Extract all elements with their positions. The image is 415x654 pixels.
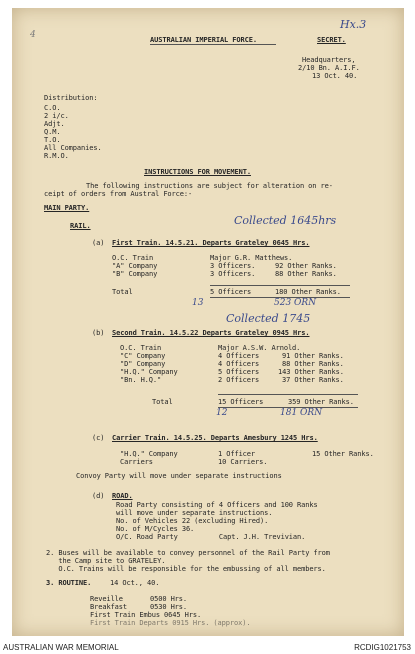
carrier-train-officers: 1 Officer [218, 450, 256, 458]
main-party-heading: MAIN PARTY. [44, 204, 90, 212]
distribution-item: Adjt. [44, 120, 65, 128]
second-train-hand-other: 181 ORN [280, 408, 323, 418]
second-train-other-ranks: 143 Other Ranks. [278, 368, 344, 376]
rail-heading: RAIL. [70, 222, 91, 230]
first-train-unit: "B" Company [112, 270, 158, 278]
distribution-item: All Companies. [44, 144, 102, 152]
second-train-total-label: Total [152, 398, 173, 406]
carrier-train-other: 15 Other Ranks. [312, 450, 374, 458]
second-train-total-other: 359 Other Ranks. [288, 398, 354, 406]
first-train-other-ranks: 92 Other Ranks. [275, 262, 337, 270]
road-line: will move under separate instructions. [116, 509, 273, 517]
routine-time: 0530 Hrs. [150, 603, 188, 611]
road-line: O/C. Road Party Capt. J.H. Trevivian. [116, 533, 306, 541]
second-train-officers: Major A.S.W. Arnold. [218, 344, 301, 352]
road-heading: ROAD. [112, 492, 133, 500]
road-line: No. of M/Cycles 36. [116, 525, 195, 533]
second-train-officers: 4 Officers [218, 352, 260, 360]
routine-item: First Train Departs 0915 Hrs. (approx). [90, 619, 251, 627]
second-train-other-ranks: 88 Other Ranks. [282, 360, 344, 368]
routine-time: 0500 Hrs. [150, 595, 188, 603]
file-annotation: Hx.3 [340, 18, 367, 31]
hq-date: 13 Oct. 40. [312, 72, 358, 80]
second-train-officers: 5 Officers [218, 368, 260, 376]
distribution-item: Q.M. [44, 128, 61, 136]
road-line: No. of Vehicles 22 (excluding Hired). [116, 517, 269, 525]
distribution-item: C.O. [44, 104, 61, 112]
buses-line-1: 2. Buses will be available to convey personnel of the Rail Party from [46, 549, 330, 557]
second-train-annotation: Collected 1745 [226, 312, 311, 325]
carrier-train-unit: "H.Q." Company [120, 450, 178, 458]
carrier-train-title: Carrier Train. 14.5.25. Departs Amesbury 1245 Hrs. [112, 434, 318, 442]
second-train-label: (b) [92, 329, 105, 337]
instructions-heading: INSTRUCTIONS FOR MOVEMENT. [144, 168, 251, 176]
first-train-unit: O.C. Train [112, 254, 154, 262]
first-train-label: (a) [92, 239, 105, 247]
first-train-total-officers: 5 Officers [210, 288, 252, 296]
buses-line-3: O.C. Trains will be responsible for the embussing of all members. [46, 565, 326, 573]
second-train-total-officers: 15 Officers [218, 398, 264, 406]
carrier-train-unit: Carriers [120, 458, 153, 466]
second-train-unit: "C" Company [120, 352, 166, 360]
buses-line-2: the Camp site to GRATELEY. [46, 557, 166, 565]
first-train-officers: 3 Officers. [210, 270, 256, 278]
second-train-other-ranks: 91 Other Ranks. [282, 352, 344, 360]
intro-line-2: ceipt of orders from Austral Force:- [44, 190, 193, 198]
distribution-item: T.O. [44, 136, 61, 144]
first-train-total-rule [210, 285, 350, 286]
first-train-officers: 3 Officers. [210, 262, 256, 270]
second-train-other-ranks: 37 Other Ranks. [282, 376, 344, 384]
carrier-train-carriers: 10 Carriers. [218, 458, 268, 466]
routine-date: 14 Oct., 40. [110, 579, 160, 587]
convoy-note: Convoy Party will move under separate instructions [76, 472, 282, 480]
routine-item: Breakfast [90, 603, 128, 611]
title-underline [150, 44, 276, 45]
first-train-annotation: Collected 1645hrs [234, 214, 337, 227]
first-train-officers: Major G.R. Matthews. [210, 254, 293, 262]
second-train-unit: O.C. Train [120, 344, 162, 352]
road-label: (d) [92, 492, 105, 500]
second-train-officers: 2 Officers [218, 376, 260, 384]
second-train-officers: 4 Officers [218, 360, 260, 368]
routine-item: First Train Embus 0645 Hrs. [90, 611, 202, 619]
margin-mark: 4 [30, 30, 36, 40]
document-title: AUSTRALIAN IMPERIAL FORCE. [150, 36, 257, 44]
first-train-total-other: 180 Other Ranks. [275, 288, 341, 296]
hq-line-1: Headquarters, [302, 56, 356, 64]
distribution-label: Distribution: [44, 94, 98, 102]
first-train-total-label: Total [112, 288, 133, 296]
first-train-unit: "A" Company [112, 262, 158, 270]
routine-item: Reveille [90, 595, 123, 603]
second-train-total-rule [218, 394, 358, 395]
document-page [12, 8, 404, 636]
intro-line-1: The following instructions are subject for alteration on re- [86, 182, 333, 190]
distribution-item: 2 i/c. [44, 112, 69, 120]
second-train-unit: "D" Company [120, 360, 166, 368]
second-train-hand-officers: 12 [216, 408, 228, 418]
distribution-item: R.M.O. [44, 152, 69, 160]
carrier-train-label: (c) [92, 434, 105, 442]
classification-label: SECRET. [317, 36, 346, 44]
first-train-hand-other: 523 ORN [274, 298, 317, 308]
first-train-title: First Train. 14.5.21. Departs Grateley 0645 Hrs. [112, 239, 310, 247]
hq-line-2: 2/10 Bn. A.I.F. [298, 64, 360, 72]
road-line: Road Party consisting of 4 Officers and 100 Ranks [116, 501, 318, 509]
archive-id: RCDIG1021753 [354, 643, 411, 652]
first-train-hand-officers: 13 [192, 298, 204, 308]
second-train-unit: "Bn. H.Q." [120, 376, 162, 384]
first-train-other-ranks: 88 Other Ranks. [275, 270, 337, 278]
second-train-title: Second Train. 14.5.22 Departs Grateley 0945 Hrs. [112, 329, 310, 337]
archive-footer [0, 640, 415, 654]
second-train-unit: "H.Q." Company [120, 368, 178, 376]
archive-name: AUSTRALIAN WAR MEMORIAL [3, 643, 119, 652]
routine-heading: 3. ROUTINE. [46, 579, 92, 587]
